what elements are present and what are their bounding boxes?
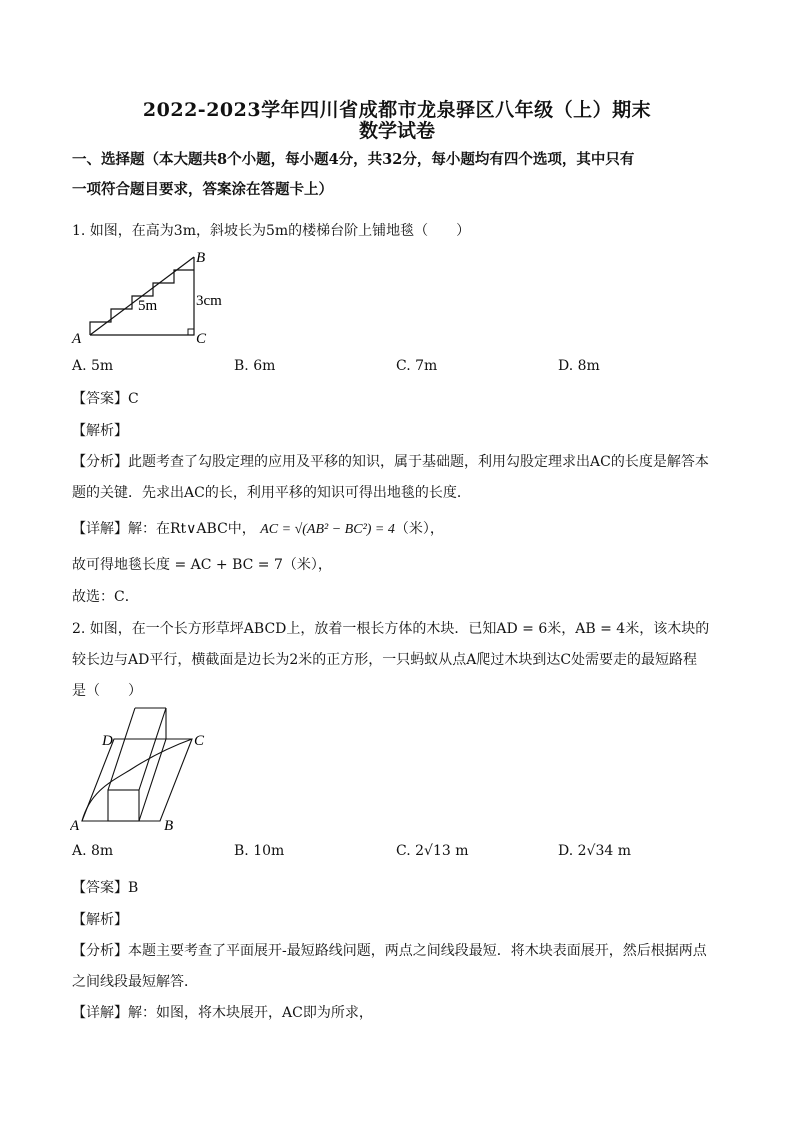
q2-detail-tag: 【详解】 xyxy=(72,1005,128,1021)
q1-label-C: C xyxy=(196,331,207,347)
q1-label-B: B xyxy=(196,250,206,266)
q2-block-figure xyxy=(70,702,230,832)
q1-detail-text1c: （米）， xyxy=(394,521,444,537)
q1-stairs-figure xyxy=(70,248,240,348)
q2-option-a: A. 8m xyxy=(72,843,114,859)
q1-option-b: B. 6m xyxy=(234,358,276,374)
q1-option-d: D. 8m xyxy=(558,358,600,374)
q1-option-a: A. 5m xyxy=(72,358,114,374)
q2-stem-line3: 是（ ） xyxy=(72,683,142,699)
q2-label-D: D xyxy=(102,733,113,749)
q2-stem-line2: 较长边与AD平行，横截面是边长为2米的正方形，一只蚂蚁从点A爬过木块到达C处需要走的最短路程 xyxy=(72,652,698,668)
q2-fenxi-line2: 之间线段最短解答． xyxy=(72,974,198,990)
q2-stem-line1: 2. 如图，在一个长方形草坪ABCD上，放着一根长方体的木块．已知AD = 6米，AB = 4米，该木块的 xyxy=(72,621,710,637)
q2-fenxi-text1: 本题主要考查了平面展开-最短路线问题，两点之间线段最短．将木块表面展开，然后根据两点 xyxy=(128,943,707,959)
q1-answer-tag: 【答案】 xyxy=(72,391,128,407)
q2-detail-line1 xyxy=(72,1003,732,1023)
q2-option-c: C. 2√13 m xyxy=(396,843,469,859)
q2-label-C: C xyxy=(194,733,205,749)
q2-answer xyxy=(72,878,732,898)
q2-label-B: B xyxy=(164,818,174,832)
q1-option-c: C. 7m xyxy=(396,358,438,374)
q2-option-b: B. 10m xyxy=(234,843,285,859)
section-heading-line2: 一项符合题目要求，答案涂在答题卡上） xyxy=(72,181,333,198)
q1-detail-formula: AC = √(AB² − BC²) = 4 xyxy=(260,522,395,537)
q1-label-height: 3cm xyxy=(196,293,222,309)
page-subtitle: 数学试卷 xyxy=(358,120,435,142)
q1-fenxi-tag: 【分析】 xyxy=(72,454,128,470)
q2-detail-text1: 解：如图，将木块展开，AC即为所求， xyxy=(128,1005,373,1021)
q2-analysis-tag: 【解析】 xyxy=(72,912,128,928)
page-title: 2022-2023学年四川省成都市龙泉驿区八年级（上）期末 xyxy=(142,99,652,121)
q1-analysis-tag: 【解析】 xyxy=(72,423,128,439)
q1-fenxi-line1 xyxy=(72,452,732,472)
q2-fenxi-line1 xyxy=(72,941,732,961)
q1-answer-value: C xyxy=(128,391,139,407)
q2-answer-value: B xyxy=(128,880,139,896)
q1-label-slope: 5m xyxy=(138,298,158,314)
q1-detail-tag: 【详解】 xyxy=(72,521,128,537)
q2-answer-tag: 【答案】 xyxy=(72,880,128,896)
q1-detail-line3: 故选：C． xyxy=(72,589,139,605)
q1-detail-text1a: 解：在Rt∨ABC中， xyxy=(128,521,256,537)
section-heading-line1: 一、选择题（本大题共8个小题，每小题4分，共32分，每小题均有四个选项，其中只有 xyxy=(72,151,635,168)
q1-label-A: A xyxy=(72,331,82,347)
q1-answer xyxy=(72,389,732,409)
q1-detail-line2: 故可得地毯长度 = AC + BC = 7（米）， xyxy=(72,557,332,573)
q1-fenxi-line2: 题的关键．先求出AC的长，利用平移的知识可得出地毯的长度． xyxy=(72,485,471,501)
q1-stem: 1. 如图，在高为3m，斜坡长为5m的楼梯台阶上铺地毯（ ） xyxy=(72,223,471,239)
q2-fenxi-tag: 【分析】 xyxy=(72,943,128,959)
q1-detail-line1 xyxy=(72,519,732,540)
q1-fenxi-text1: 此题考查了勾股定理的应用及平移的知识，属于基础题，利用勾股定理求出AC的长度是解答本 xyxy=(128,454,709,470)
q2-label-A: A xyxy=(70,818,80,832)
q2-option-d: D. 2√34 m xyxy=(558,843,631,859)
